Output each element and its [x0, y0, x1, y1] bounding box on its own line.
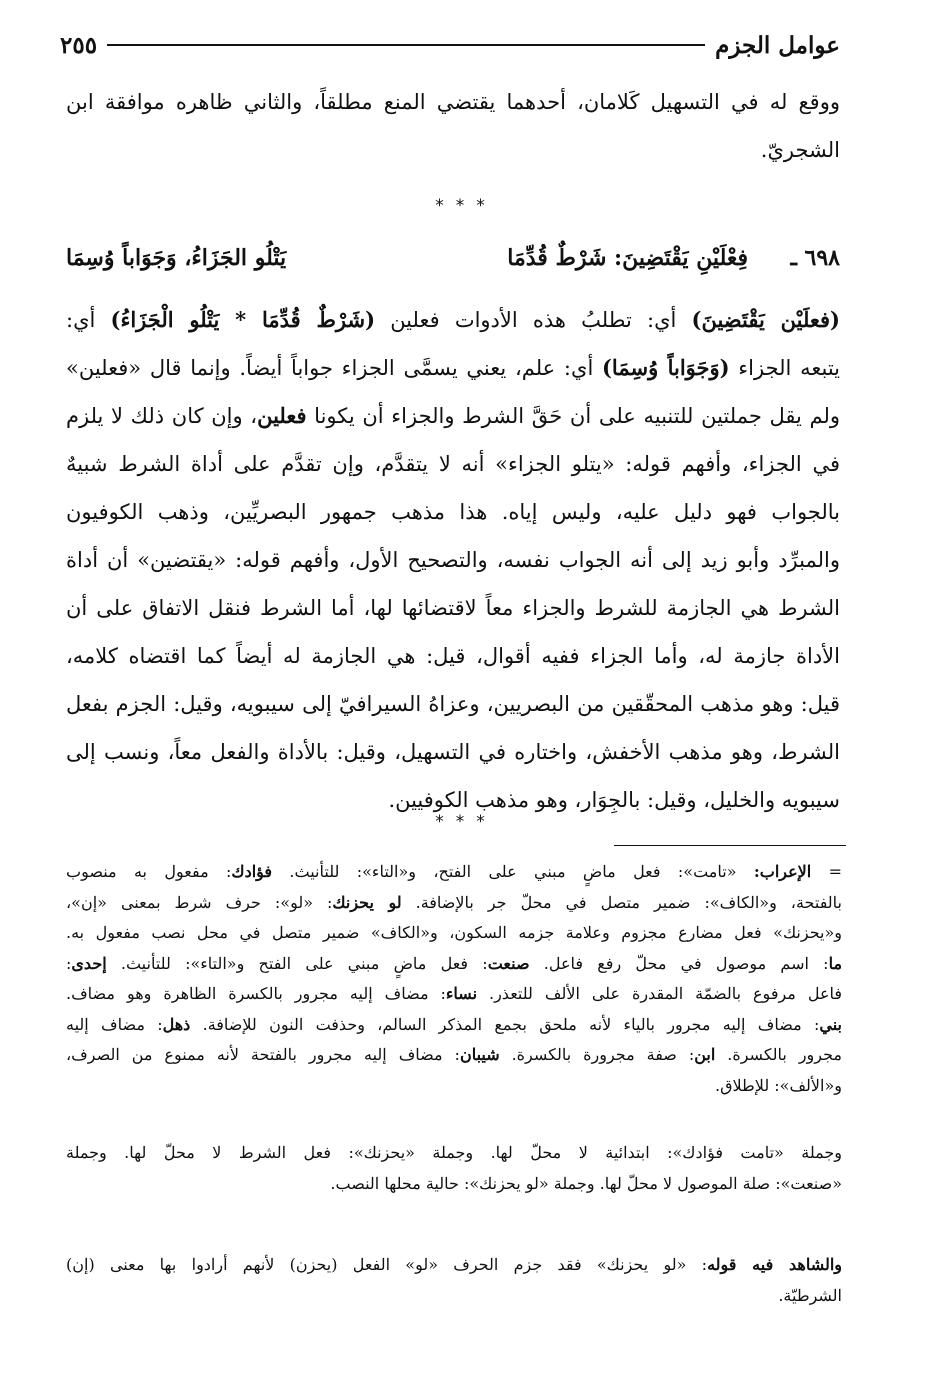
footnote-evidence	[66, 1250, 842, 1311]
chapter-title: عوامل الجزم	[715, 31, 840, 59]
text-line	[66, 888, 842, 919]
text-run: : مضاف إليه مجرور بالكسرة الظاهرة وهو مضاف.	[66, 984, 446, 1003]
text-run: فاعل مرفوع بالضمّة المقدرة على الألف للتعذر.	[477, 984, 843, 1003]
bold-text: ذهل	[162, 1014, 191, 1034]
text-run: : «لو»: حرف شرط بمعنى «إن»،	[66, 892, 333, 912]
text-run: و«يحزنك» فعل مضارع مجزوم وعلامة جزمه السكون، و«الكاف» ضمير متصل في محل نصب مفعول به.	[66, 923, 842, 942]
text-run: و«الألف»: للإطلاق.	[715, 1075, 842, 1095]
text-run: يتبعه الجزاء	[729, 356, 840, 380]
commentary-paragraph	[66, 296, 840, 824]
verse-line	[66, 245, 840, 285]
intro-text: ووقع له في التسهيل كَلامان، أحدهما يقتضي المنع مطلقاً، والثاني ظاهره موافقة ابن الشجريّ.	[66, 90, 840, 162]
text-run: بالجواب فهو دليل عليه، وليس إياه. هذا مذهب جمهور البصريِّين، وذهب الكوفيون	[66, 500, 840, 524]
text-line	[66, 536, 840, 584]
text-run: الشرط، وهو مذهب الأخفش، واختاره في التسهيل، وقيل: بالأداة والفعل معاً، ونسب إلى	[66, 740, 840, 764]
text-run: والمبرِّد وأبو زيد إلى أنه الجواب نفسه، والتصحيح الأول، وأفهم قوله: «يقتضين» أن أداة	[66, 548, 840, 572]
text-run: : «لو يحزنك» فقد جزم الحرف «لو» الفعل (يحزن) لأنهم أرادوا بها معنى (إن)	[66, 1255, 708, 1274]
text-line	[66, 344, 840, 392]
text-run: أي: علم، يعني يسمَّى الجزاء جواباً أيضاً. وإنما قال «فعلين»	[66, 356, 602, 380]
bold-text: (فعلَيْن يَقْتَضِينَ)	[691, 307, 840, 332]
verse-hemistich-second: يَتْلُو الجَزَاءُ، وَجَوَاباً وُسِمَا	[66, 245, 287, 271]
running-header	[60, 28, 840, 62]
text-run: «صنعت»: صلة الموصول لا محلّ لها. وجملة «لو يحزنك»: حالية محلها النصب.	[330, 1173, 842, 1193]
text-run: : اسم موصول في محلّ رفع فاعل.	[529, 953, 829, 973]
text-line	[66, 1071, 842, 1102]
text-line	[66, 979, 842, 1010]
text-run: مجرور بالكسرة.	[715, 1045, 842, 1064]
bold-text: بني	[819, 1014, 842, 1034]
text-run: ولم يقل جملتين للتنبيه على أن حَقَّ الشرط والجزاء أن يكونا	[306, 404, 841, 428]
bold-text: (وَجَوَاباً وُسِمَا)	[602, 355, 730, 380]
intro-paragraph	[66, 78, 840, 174]
text-line	[66, 728, 840, 776]
text-line	[66, 680, 840, 728]
text-line	[66, 1040, 842, 1071]
bold-text: والشاهد فيه قوله	[707, 1255, 843, 1274]
text-run: الشرطيّة.	[778, 1285, 842, 1305]
text-run: : مضاف إليه مجرور بالياء لأنه ملحق بجمع المذكر السالم، وحذفت النون للإضافة.	[190, 1014, 820, 1034]
text-line	[66, 918, 842, 949]
text-line	[66, 1138, 842, 1169]
text-run: : مضاف إليه مجرور بالفتحة لأنه ممنوع من الصرف،	[66, 1045, 460, 1064]
text-run: : فعل ماضٍ مبني على الفتح و«التاء»: للتأنيث.	[106, 953, 488, 973]
header-rule	[107, 44, 705, 46]
text-run: : مضاف إليه	[66, 1014, 163, 1034]
bold-text: نساء	[445, 984, 478, 1003]
text-run: =	[811, 862, 842, 881]
text-run: بالفتحة، و«الكاف»: ضمير متصل في محلّ جر بالإضافة.	[401, 892, 842, 912]
text-line	[66, 632, 840, 680]
bold-text: إحدى	[71, 953, 107, 973]
text-run: قيل: وهو مذهب المحقّقين من البصريين، وعزاهُ السيرافيّ إلى سيبويه، وقيل: الجزم بفعل	[66, 692, 840, 716]
text-run: سيبويه والخليل، وقيل: بالجِوَار، وهو مذهب الكوفيين.	[388, 788, 840, 812]
text-line	[66, 296, 840, 344]
text-line	[66, 440, 840, 488]
text-run: :	[66, 953, 72, 973]
text-run: : صفة مجرورة بالكسرة.	[499, 1045, 695, 1064]
text-run: أي: تطلبُ هذه الأدوات فعلين	[375, 308, 692, 332]
text-run: أي:	[66, 308, 111, 332]
page-number: ٢٥٥	[60, 31, 98, 59]
bold-text: صنعت	[487, 953, 530, 973]
text-line	[66, 1250, 842, 1281]
text-run: في الجزاء، وأفهم قوله: «يتلو الجزاء» أنه لا يتقدَّم، وإن تقدَّم على أداة الشرط شبيهٌ	[66, 452, 840, 476]
text-line	[66, 1169, 842, 1200]
text-line	[66, 584, 840, 632]
text-line	[66, 949, 842, 980]
text-run: : مفعول به منصوب	[66, 862, 232, 881]
bold-text: ابن	[694, 1045, 716, 1064]
text-line	[66, 1281, 842, 1312]
verse-number: ٦٩٨ ـ	[790, 245, 840, 271]
bold-text: ما	[828, 953, 843, 973]
text-line	[66, 392, 840, 440]
text-run: الأداة جازمة له، وأما الجزاء ففيه أقوال، قيل: هي الجازمة له أيضاً كما اقتضاه كلامه،	[66, 644, 840, 668]
text-line	[66, 857, 842, 888]
text-run: «تامت»: فعل ماضٍ مبني على الفتح، و«التاء»: للتأنيث.	[272, 862, 754, 881]
text-line	[66, 1010, 842, 1041]
footnote-rule	[614, 845, 846, 846]
bold-text: لو يحزنك	[332, 892, 402, 912]
bold-text: شيبان	[459, 1045, 500, 1064]
section-separator-top: ***	[435, 196, 497, 216]
bold-text: فعلين	[257, 403, 307, 428]
text-run: ، وإن كان ذلك لا يلزم	[66, 404, 258, 428]
footnote-sentences	[66, 1138, 842, 1199]
text-line	[66, 488, 840, 536]
text-run: وجملة «تامت فؤادك»: ابتدائية لا محلّ لها. وجملة «يحزنك»: فعل الشرط لا محلّ لها. وجملة	[66, 1143, 843, 1162]
text-run: الشرط هي الجازمة للشرط والجزاء معاً لاقتضائها لها، أما الشرط فنقل الاتفاق على أن	[66, 596, 840, 620]
section-separator-bottom: ***	[435, 812, 497, 832]
bold-text: فؤادك	[231, 862, 273, 881]
bold-text: (شَرْطٌ قُدِّمَا * يَتْلُو الْجَزَاءُ)	[110, 307, 376, 332]
footnote-irab	[66, 857, 842, 1101]
verse-hemistich-first: فِعْلَيْنِ يَقْتَضِينَ: شَرْطٌ قُدِّمَا	[507, 245, 748, 271]
bold-text: الإعراب:	[753, 862, 812, 881]
